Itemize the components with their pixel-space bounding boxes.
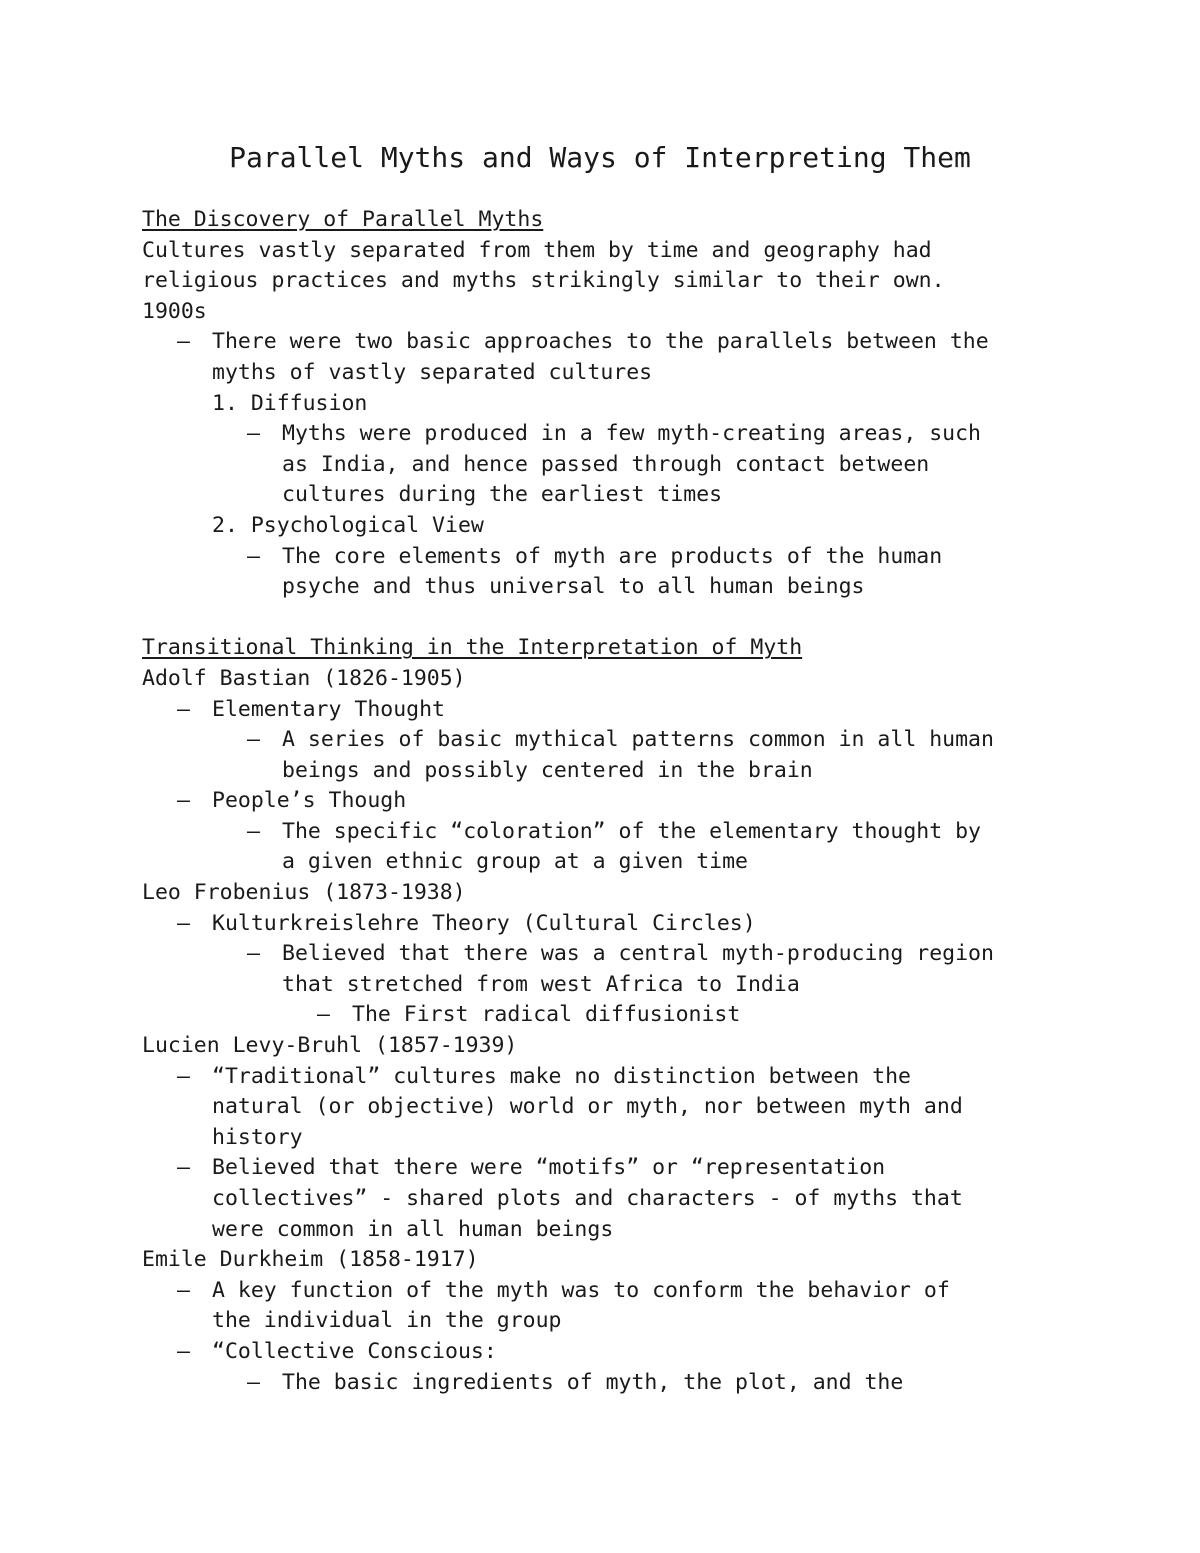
section-heading-discovery: The Discovery of Parallel Myths (142, 207, 544, 232)
bullet-text: myths of vastly separated cultures (212, 359, 653, 385)
dash-bullet: – (177, 329, 190, 355)
bullet-text: a given ethnic group at a given time (282, 849, 748, 875)
person-name: Adolf Bastian (1826-1905) (142, 665, 466, 691)
bullet-text: the individual in the group (212, 1308, 562, 1334)
bullet-text: Believed that there was a central myth-producing region (282, 941, 994, 967)
dash-bullet: – (177, 1338, 190, 1364)
dash-bullet: – (177, 696, 190, 722)
bullet-item (142, 909, 1142, 940)
bullet-item (142, 1337, 1142, 1368)
bullet-continuation (142, 450, 1142, 481)
section-heading-transitional: Transitional Thinking in the Interpretation of Myth (142, 635, 803, 661)
bullet-text: collectives” - shared plots and characters - of myths that (212, 1186, 963, 1211)
dash-bullet: – (177, 1155, 190, 1181)
bullet-text: The specific “coloration” of the elementary thought by (282, 818, 981, 844)
bullet-item (142, 1276, 1142, 1307)
bullet-text: “Traditional” cultures make no distinction between the (212, 1063, 911, 1089)
blank-line (142, 603, 1142, 634)
person-name: Emile Durkheim (1858-1917) (142, 1247, 479, 1273)
dash-bullet: – (247, 727, 260, 753)
bullet-text: natural (or objective) world or myth, nor between myth and (212, 1094, 963, 1120)
numbered-item (142, 389, 1142, 420)
bullet-text: as India, and hence passed through contact between (282, 451, 930, 477)
bullet-text: A series of basic mythical patterns common in all human (282, 727, 994, 753)
bullet-text: “Collective Conscious: (212, 1338, 497, 1364)
bullet-continuation (142, 847, 1142, 878)
sub-bullet-item (142, 939, 1142, 970)
bullet-text: The basic ingredients of myth, the plot, and the (282, 1369, 904, 1395)
sub-bullet-item (142, 419, 1142, 450)
dash-bullet: – (247, 818, 260, 844)
bullet-text: Elementary Thought (212, 696, 445, 722)
bullet-continuation (142, 1215, 1142, 1246)
dash-bullet: – (177, 788, 190, 814)
bullet-text: Kulturkreislehre Theory (Cultural Circles) (212, 910, 756, 936)
sub-bullet-item (142, 542, 1142, 573)
bullet-text: history (212, 1124, 303, 1150)
bullet-item (142, 786, 1142, 817)
paragraph-line: religious practices and myths strikingly similar to their own. (142, 268, 945, 294)
bullet-continuation (142, 480, 1142, 511)
dash-bullet: – (247, 421, 260, 447)
bullet-text: cultures during the earliest times (282, 482, 723, 508)
era-label: 1900s (142, 298, 207, 324)
paragraph-line: Cultures vastly separated from them by time and geography had (142, 237, 932, 263)
dash-bullet: – (247, 1369, 260, 1395)
bullet-continuation (142, 1123, 1142, 1154)
dash-bullet: – (317, 1002, 330, 1028)
person-name: Leo Frobenius (1873-1938) (142, 880, 466, 906)
sub-bullet-item (142, 817, 1142, 848)
sub-bullet-item (142, 1368, 1142, 1399)
bullet-text: beings and possibly centered in the brain (282, 757, 813, 783)
numbered-text: 2. Psychological View (212, 512, 484, 538)
bullet-text: psyche and thus universal to all human beings (282, 574, 865, 600)
bullet-continuation (142, 1184, 1142, 1215)
bullet-text: The core elements of myth are products of the human (282, 543, 943, 569)
sub-sub-bullet-item (142, 1000, 1142, 1031)
bullet-continuation (142, 756, 1142, 787)
bullet-text: The First radical diffusionist (352, 1002, 741, 1028)
bullet-text: that stretched from west Africa to India (282, 971, 800, 997)
dash-bullet: – (177, 1063, 190, 1089)
document-body (142, 205, 1142, 1398)
bullet-text: were common in all human beings (212, 1216, 614, 1242)
sub-bullet-item (142, 725, 1142, 756)
numbered-text: 1. Diffusion (212, 390, 368, 416)
bullet-item (142, 1153, 1142, 1184)
dash-bullet: – (177, 1277, 190, 1303)
bullet-continuation (142, 572, 1142, 603)
dash-bullet: – (247, 543, 260, 569)
bullet-item (142, 695, 1142, 726)
numbered-item (142, 511, 1142, 542)
bullet-continuation (142, 1092, 1142, 1123)
bullet-text: Myths were produced in a few myth-creating areas, such (282, 421, 981, 447)
bullet-continuation (142, 1306, 1142, 1337)
bullet-text: Believed that there were “motifs” or “representation (212, 1155, 886, 1181)
bullet-item (142, 1062, 1142, 1093)
bullet-item (142, 327, 1142, 358)
document-title: Parallel Myths and Ways of Interpreting Them (229, 141, 971, 174)
dash-bullet: – (247, 941, 260, 967)
dash-bullet: – (177, 910, 190, 936)
bullet-continuation (142, 970, 1142, 1001)
person-name: Lucien Levy-Bruhl (1857-1939) (142, 1033, 518, 1059)
bullet-continuation (142, 358, 1142, 389)
bullet-text: People’s Though (212, 788, 407, 814)
bullet-text: A key function of the myth was to conform the behavior of (212, 1277, 950, 1303)
bullet-text: There were two basic approaches to the parallels between the (212, 329, 989, 355)
